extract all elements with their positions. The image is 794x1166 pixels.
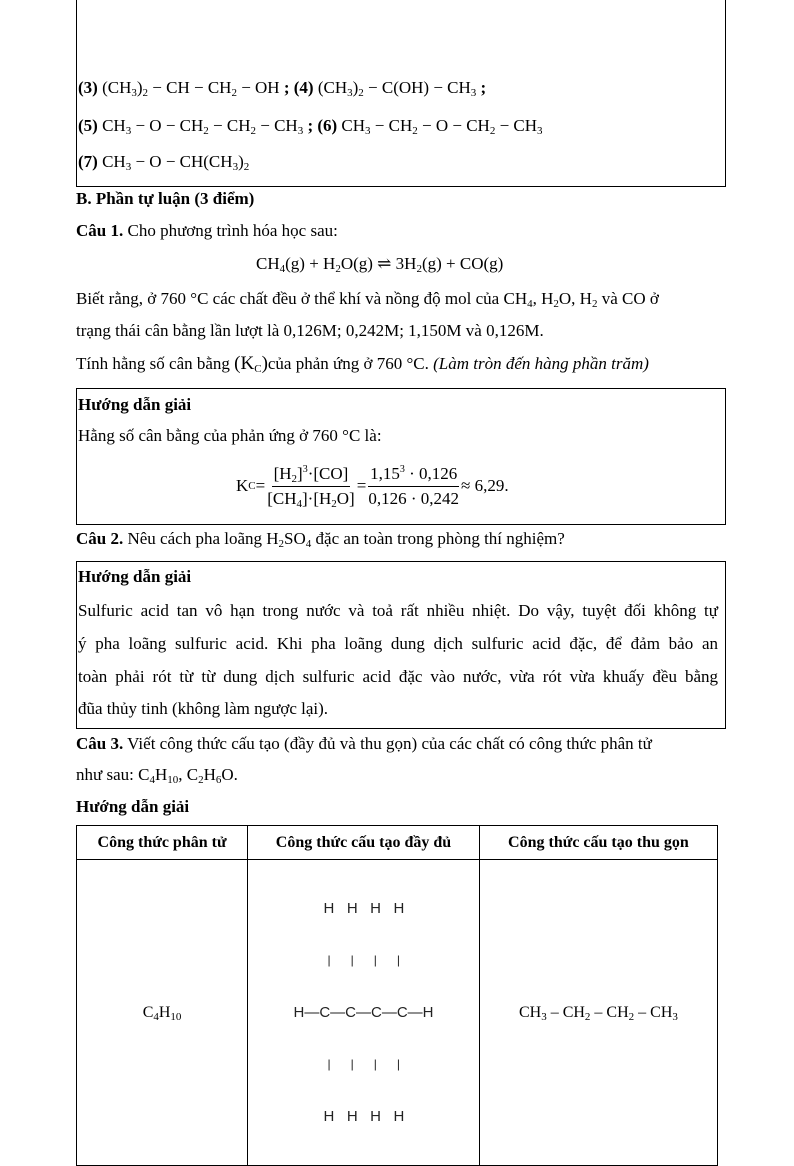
question-3-label: Câu 3. — [76, 734, 124, 753]
section-b-heading: B. Phần tự luận (3 điểm) — [76, 189, 255, 208]
molecular-formula-cell: $C_4H_{10}$ — [77, 860, 248, 1166]
isomer-line-1: (3) $(CH_3)_2$ − CH − $CH_2$ − OH ; (4) $(CH_3)_2 - C(OH) - CH_3$ ; — [78, 78, 487, 99]
kc-formula: K C = $\frac{[H_2]^3\cdot[CO]}{[CH_4]\cdot[H_2O]}$ = $\frac{1,15^3 \cdot 0,126}{0,126 \cdot 0,242}$ ≈ 6,29. — [236, 463, 509, 510]
table-header: Công thức phân tử — [77, 826, 248, 860]
full-structure-cell — [248, 860, 480, 1166]
answer-1-title: Hướng dẫn giải — [78, 395, 192, 414]
kc-symbolic-fraction: $\frac{[H_2]^3\cdot[CO]}{[CH_4]\cdot[H_2O]}$ — [267, 463, 355, 510]
table-row — [77, 860, 718, 1166]
isomer-line-2: (5) $CH_3 - O - CH_2 - CH_2 - CH_3$ ; (6) $CH_3 - CH_2 - O - CH_2 - CH_3$ — [78, 116, 543, 137]
question-2: Câu 2. Nêu cách pha loãng $H_2SO_4$ đặc an toàn trong phòng thí nghiệm? — [76, 529, 565, 550]
table-header-row — [77, 826, 718, 860]
answer-2-title: Hướng dẫn giải — [78, 567, 192, 586]
isomer-line-3: (7) $CH_3 - O - CH(CH_3)_2$ — [78, 152, 250, 173]
item-4-label: ; (4) — [283, 78, 314, 97]
question-1-para-2: trạng thái cân bằng lần lượt là 0,126M; 0,242M; 1,150M và 0,126M. — [76, 321, 544, 340]
butane-structure: H H H H | | | | H—C—C—C—C—H | | | | H H H H — [293, 900, 434, 1125]
answer-2-line-3: toàn phải rót từ từ dung dịch sulfuric acid đặc vào nước, vừa rót vừa khuấy đều bằng — [78, 667, 718, 686]
question-1-label: Câu 1. — [76, 221, 124, 240]
table-header: Công thức cấu tạo thu gọn — [479, 826, 717, 860]
question-1-equation: $CH_4(g) + H_2O(g)$ ⇌ $3H_2(g) + CO(g)$ — [256, 254, 504, 275]
item-7-label: (7) — [78, 152, 98, 171]
question-2-label: Câu 2. — [76, 529, 124, 548]
item-3-label: (3) — [78, 78, 98, 97]
table-header: Công thức cấu tạo đầy đủ — [248, 826, 480, 860]
question-1: Câu 1. Cho phương trình hóa học sau: — [76, 221, 338, 240]
condensed-structure-cell: $CH_3 - CH_2 - CH_2 - CH_3$ — [479, 860, 717, 1166]
question-1-para-1: Biết rằng, ở 760 °C các chất đều ở thể khí và nồng độ mol của $CH_4$, $H_2O$, $H_2$ và CO ở — [76, 289, 659, 310]
answer-2-line-1: Sulfuric acid tan vô hạn trong nước và toả rất nhiều nhiệt. Do vậy, tuyệt đối không tự — [78, 601, 718, 620]
structure-table — [76, 825, 718, 1166]
question-1-para-3: Tính hằng số cân bằng $(K_C)của$ phản ứng ở 760 °C. (Làm tròn đến hàng phần trăm) — [76, 353, 649, 375]
answer-1-text: Hằng số cân bằng của phản ứng ở 760 °C là: — [78, 426, 382, 445]
kc-numeric-fraction: $\frac{1,15^3 \cdot 0,126}{0,126 \cdot 0,242}$ — [368, 463, 459, 508]
question-3-line-2: như sau: $C_4H_{10}$, $C_2H_6O$. — [76, 765, 238, 786]
item-6-label: ; (6) — [307, 116, 338, 135]
answer-3-title: Hướng dẫn giải — [76, 797, 190, 816]
answer-2-line-2: ý pha loãng sulfuric acid. Khi pha loãng dung dịch sulfuric acid đặc, để đảm bảo an — [78, 634, 718, 653]
item-5-label: (5) — [78, 116, 98, 135]
answer-2-line-4: đũa thủy tinh (không làm ngược lại). — [78, 699, 329, 718]
question-3: Câu 3. Viết công thức cấu tạo (đầy đủ và thu gọn) của các chất có công thức phân tử — [76, 734, 652, 753]
